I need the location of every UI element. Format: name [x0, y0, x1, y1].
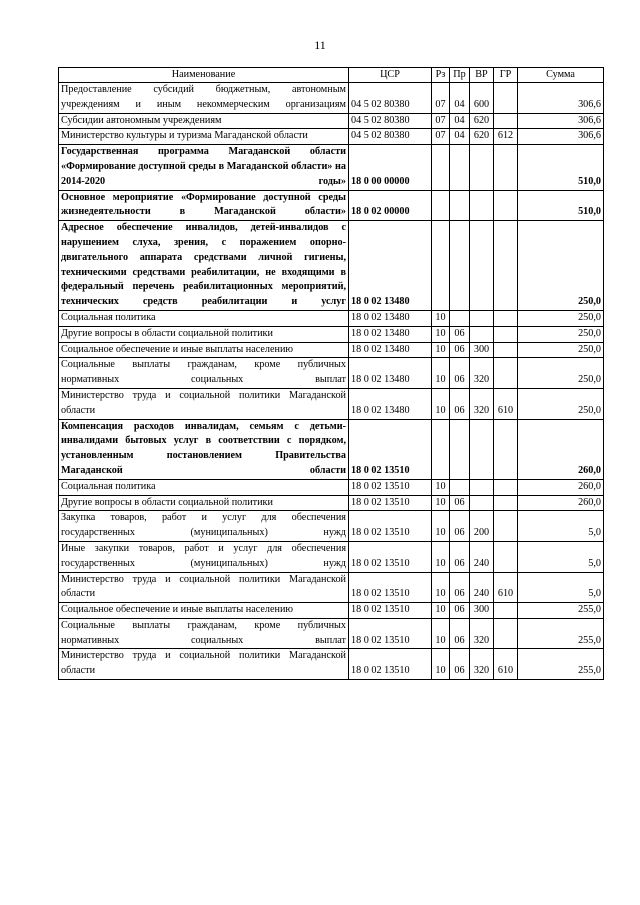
table-row [59, 83, 604, 114]
row-vr: 600 [470, 83, 494, 114]
row-csr: 18 0 02 13480 [349, 310, 432, 326]
row-csr: 04 5 02 80380 [349, 129, 432, 145]
row-sum: 255,0 [518, 618, 604, 649]
row-pr: 06 [450, 603, 470, 619]
row-vr: 240 [470, 572, 494, 603]
table-row [59, 649, 604, 680]
row-rz: 10 [432, 479, 450, 495]
row-sum: 260,0 [518, 479, 604, 495]
row-rz: 10 [432, 511, 450, 542]
row-gr [494, 479, 518, 495]
row-vr: 320 [470, 358, 494, 389]
row-csr: 18 0 02 13510 [349, 541, 432, 572]
row-sum: 306,6 [518, 83, 604, 114]
row-name: Субсидии автономным учреждениям [59, 113, 349, 129]
header-name: Наименование [59, 68, 349, 83]
row-gr [494, 618, 518, 649]
header-rz: Рз [432, 68, 450, 83]
row-gr [494, 511, 518, 542]
row-rz: 10 [432, 618, 450, 649]
row-gr [494, 145, 518, 190]
row-csr: 18 0 02 13510 [349, 618, 432, 649]
row-sum: 306,6 [518, 129, 604, 145]
row-pr: 06 [450, 388, 470, 419]
table-row [59, 326, 604, 342]
row-rz: 10 [432, 649, 450, 680]
table-row [59, 190, 604, 221]
row-rz: 10 [432, 358, 450, 389]
row-csr: 18 0 02 13510 [349, 495, 432, 511]
row-pr: 06 [450, 511, 470, 542]
table-header-row [59, 68, 604, 83]
page-number: 11 [314, 38, 326, 52]
row-vr: 320 [470, 618, 494, 649]
row-pr [450, 479, 470, 495]
row-sum: 250,0 [518, 326, 604, 342]
row-vr [470, 145, 494, 190]
row-sum: 250,0 [518, 388, 604, 419]
row-rz: 10 [432, 310, 450, 326]
row-gr [494, 113, 518, 129]
row-pr [450, 190, 470, 221]
row-vr [470, 310, 494, 326]
row-csr: 18 0 02 13480 [349, 358, 432, 389]
row-gr: 610 [494, 572, 518, 603]
row-sum: 250,0 [518, 221, 604, 311]
row-pr [450, 310, 470, 326]
row-pr [450, 145, 470, 190]
row-name: Социальные выплаты гражданам, кроме публичных нормативных социальных выплат [59, 618, 349, 649]
header-csr: ЦСР [349, 68, 432, 83]
row-sum: 260,0 [518, 419, 604, 479]
row-sum: 5,0 [518, 511, 604, 542]
row-pr: 06 [450, 358, 470, 389]
row-pr [450, 221, 470, 311]
row-gr [494, 358, 518, 389]
row-csr: 18 0 02 13510 [349, 511, 432, 542]
row-gr [494, 603, 518, 619]
row-vr: 620 [470, 113, 494, 129]
row-pr: 06 [450, 326, 470, 342]
row-gr: 610 [494, 388, 518, 419]
header-sum: Сумма [518, 68, 604, 83]
row-sum: 255,0 [518, 649, 604, 680]
row-vr: 620 [470, 129, 494, 145]
row-vr: 320 [470, 649, 494, 680]
row-gr [494, 495, 518, 511]
row-gr: 612 [494, 129, 518, 145]
row-pr: 06 [450, 572, 470, 603]
table-row [59, 541, 604, 572]
row-pr: 04 [450, 113, 470, 129]
row-name: Другие вопросы в области социальной политики [59, 495, 349, 511]
row-rz: 07 [432, 83, 450, 114]
row-csr: 18 0 02 13510 [349, 479, 432, 495]
row-gr [494, 326, 518, 342]
table-row [59, 221, 604, 311]
table-row [59, 388, 604, 419]
header-gr: ГР [494, 68, 518, 83]
row-name: Социальное обеспечение и иные выплаты населению [59, 603, 349, 619]
row-name: Компенсация расходов инвалидам, семьям с детьми-инвалидами бытовых услуг в соответствии с порядком, установленным постановлением Правительства Магаданской области [59, 419, 349, 479]
row-pr: 06 [450, 649, 470, 680]
row-name: Министерство культуры и туризма Магаданской области [59, 129, 349, 145]
row-vr [470, 479, 494, 495]
row-rz: 10 [432, 541, 450, 572]
row-csr: 18 0 02 13480 [349, 221, 432, 311]
row-gr [494, 83, 518, 114]
row-gr [494, 419, 518, 479]
row-rz [432, 419, 450, 479]
table-row [59, 419, 604, 479]
row-name: Социальная политика [59, 310, 349, 326]
row-csr: 18 0 02 13480 [349, 388, 432, 419]
row-csr: 18 0 00 00000 [349, 145, 432, 190]
row-rz: 10 [432, 603, 450, 619]
row-name: Закупка товаров, работ и услуг для обеспечения государственных (муниципальных) нужд [59, 511, 349, 542]
row-csr: 18 0 02 13480 [349, 342, 432, 358]
table-row [59, 113, 604, 129]
row-sum: 255,0 [518, 603, 604, 619]
row-vr [470, 221, 494, 311]
table-row [59, 603, 604, 619]
row-sum: 510,0 [518, 145, 604, 190]
row-sum: 260,0 [518, 495, 604, 511]
table-row [59, 310, 604, 326]
row-sum: 5,0 [518, 572, 604, 603]
row-csr: 18 0 02 00000 [349, 190, 432, 221]
row-gr [494, 190, 518, 221]
table-row [59, 511, 604, 542]
row-rz: 07 [432, 129, 450, 145]
row-gr [494, 221, 518, 311]
row-csr: 18 0 02 13510 [349, 603, 432, 619]
row-rz: 10 [432, 388, 450, 419]
row-csr: 18 0 02 13510 [349, 649, 432, 680]
row-csr: 18 0 02 13480 [349, 326, 432, 342]
row-name: Министерство труда и социальной политики Магаданской области [59, 572, 349, 603]
row-name: Основное мероприятие «Формирование доступной среды жизнедеятельности в Магаданской области» [59, 190, 349, 221]
row-vr: 300 [470, 342, 494, 358]
row-name: Другие вопросы в области социальной политики [59, 326, 349, 342]
row-pr: 06 [450, 342, 470, 358]
row-pr: 06 [450, 618, 470, 649]
row-name: Предоставление субсидий бюджетным, автономным учреждениям и иным некоммерческим организациям [59, 83, 349, 114]
row-name: Социальное обеспечение и иные выплаты населению [59, 342, 349, 358]
row-gr [494, 310, 518, 326]
row-gr [494, 541, 518, 572]
header-vr: ВР [470, 68, 494, 83]
row-sum: 250,0 [518, 358, 604, 389]
table-row [59, 572, 604, 603]
row-rz: 10 [432, 495, 450, 511]
row-sum: 510,0 [518, 190, 604, 221]
row-name: Министерство труда и социальной политики Магаданской области [59, 649, 349, 680]
row-gr: 610 [494, 649, 518, 680]
row-name: Иные закупки товаров, работ и услуг для обеспечения государственных (муниципальных) нужд [59, 541, 349, 572]
row-rz: 10 [432, 572, 450, 603]
row-vr [470, 190, 494, 221]
row-rz: 10 [432, 342, 450, 358]
row-gr [494, 342, 518, 358]
row-vr: 240 [470, 541, 494, 572]
row-name: Социальные выплаты гражданам, кроме публичных нормативных социальных выплат [59, 358, 349, 389]
row-csr: 04 5 02 80380 [349, 113, 432, 129]
row-vr [470, 419, 494, 479]
table-row [59, 479, 604, 495]
row-pr: 04 [450, 129, 470, 145]
row-rz [432, 221, 450, 311]
table-row [59, 129, 604, 145]
row-csr: 18 0 02 13510 [349, 572, 432, 603]
row-name: Государственная программа Магаданской области «Формирование доступной среды в Магаданской области» на 2014-2020 годы» [59, 145, 349, 190]
row-csr: 18 0 02 13510 [349, 419, 432, 479]
budget-table [58, 67, 604, 680]
row-vr [470, 495, 494, 511]
row-pr: 06 [450, 495, 470, 511]
row-sum: 306,6 [518, 113, 604, 129]
table-row [59, 145, 604, 190]
row-rz [432, 190, 450, 221]
row-csr: 04 5 02 80380 [349, 83, 432, 114]
table-row [59, 618, 604, 649]
row-name: Социальная политика [59, 479, 349, 495]
table-row [59, 342, 604, 358]
row-sum: 250,0 [518, 342, 604, 358]
row-rz [432, 145, 450, 190]
row-pr [450, 419, 470, 479]
row-vr: 200 [470, 511, 494, 542]
row-sum: 5,0 [518, 541, 604, 572]
row-name: Адресное обеспечение инвалидов, детей-инвалидов с нарушением слуха, зрения, с поражением опорно-двигательного аппарата средствами личной гигиены, техническими средствами реабилитации, не входящими в федеральный перечень реабилитационных мероприятий, технических средств реабилитации и услуг [59, 221, 349, 311]
row-vr: 300 [470, 603, 494, 619]
row-pr: 06 [450, 541, 470, 572]
table-row [59, 358, 604, 389]
row-rz: 10 [432, 326, 450, 342]
row-sum: 250,0 [518, 310, 604, 326]
row-name: Министерство труда и социальной политики Магаданской области [59, 388, 349, 419]
row-vr [470, 326, 494, 342]
row-vr: 320 [470, 388, 494, 419]
header-pr: Пр [450, 68, 470, 83]
row-pr: 04 [450, 83, 470, 114]
table-row [59, 495, 604, 511]
row-rz: 07 [432, 113, 450, 129]
